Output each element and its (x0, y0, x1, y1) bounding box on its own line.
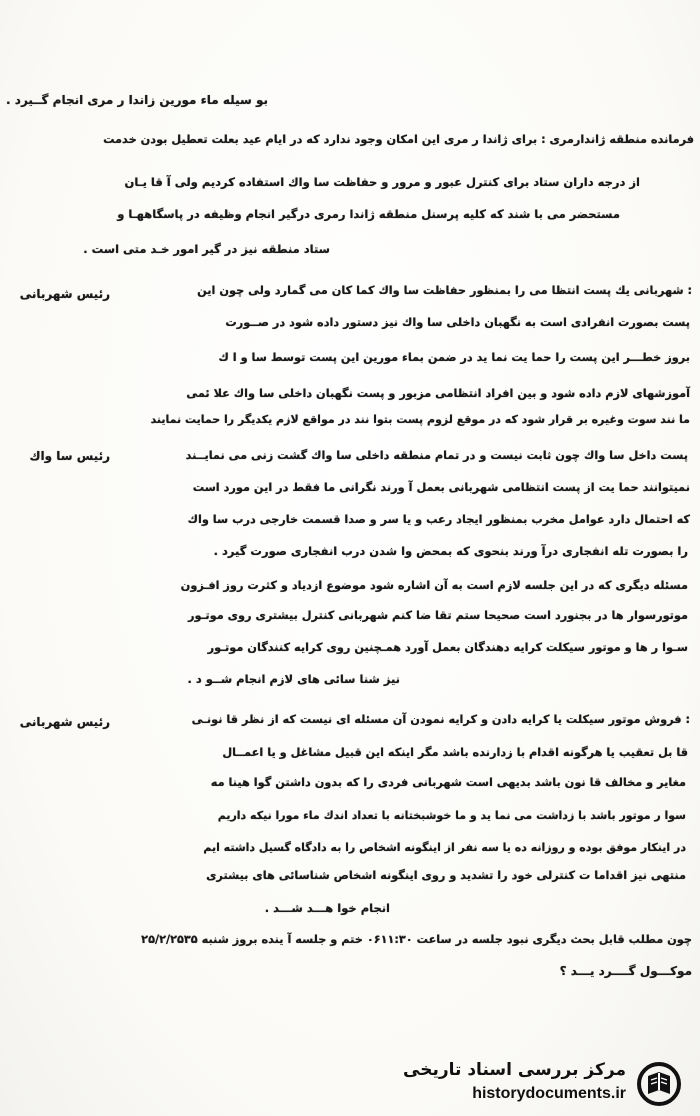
text-line: موتورسوار ها در بجنورد است صحیحا ستم تقا ضا کنم شهربانی کنترل بیشتری روی موتـور (187, 609, 688, 622)
text-line: مسئله دیگری که در این جلسه لازم است به آن اشاره شود موضوع ازدیاد و کثرت روز افـزون (180, 579, 688, 592)
text-line: بروز خطـــر این پست را حما یت نما ید در ضمن بماء مورین این پست توسط سا و ا ك (218, 351, 690, 364)
text-line: که احتمال دارد عوامل مخرب بمنظور ایجاد رعب و یا سر و صدا قسمت خارجی درب سا واك (187, 513, 690, 526)
text-line: نیز شنا سائی های لازم انجام شــو د . (187, 672, 400, 686)
text-line: پست بصورت انفرادی است به نگهبان داخلی سا واك نیز دستور داده شود در صــورت (225, 316, 690, 329)
text-line: : فروش موتور سیکلت یا کرایه دادن و کرایه نمودن آن مسئله ای نیست که از نظر قا نونـی (191, 713, 690, 726)
watermark (398, 1058, 688, 1108)
text-line: منتهی نیز اقداما ت کنترلی خود را تشدید و روی اینگونه اشخاص شناسائی های بیشتری (206, 869, 686, 882)
text-line: چون مطلب قابل بحث دیگری نبود جلسه در ساعت ۰۶۱۱:۳۰ ختم و جلسه آ ینده بروز شنبه ۲۵/۲/۲۵۳۵ (141, 933, 692, 946)
text-line: موکـــول گــــرد یـــد ؟ (559, 964, 692, 978)
text-line: آموزشهای لازم داده شود و بین افراد انتظامی مزبور و پست نگهبان داخلی سا واك علا ئمی (186, 387, 690, 400)
book-emblem-icon (636, 1062, 682, 1106)
text-line: : شهربانی یك پست انتظا می را بمنظور حفاظت سا واك کما کان می گمارد ولی چون این (197, 284, 692, 297)
text-line: نمیتوانند حما یت از پست انتظامی شهربانی بعمل آ ورند نگرانی ما فقط در این مورد است (192, 481, 690, 494)
text-line: پست داخل سا واك چون ثابت نیست و در تمام منطقه داخلی سا واك گشت زنی می نمایــند (185, 449, 688, 462)
text-line: انجام خوا هـــد شـــد . (264, 901, 390, 915)
watermark-url[interactable]: historydocuments.ir (472, 1085, 626, 1102)
text-line: ستاد منطقه نیز در گیر امور خـد متی است . (83, 242, 330, 256)
speaker-label-police-chief: رئیس شهربانی (19, 287, 110, 301)
text-line: ما نند سوت وغیره بر قرار شود که در موقع لزوم پست بتوا نند در مواقع لازم یکدیگر را حمایت نمایند (150, 413, 690, 426)
text-line: قا بل تعقیب یا هرگونه اقدام با زدارنده باشد مگر اینکه این قبیل مشاغل و یا اعمــال (222, 746, 688, 759)
text-line: بو سیله ماء مورین زاندا ر مری انجام گــیرد . (6, 93, 268, 107)
text-line: را بصورت تله انفجاری درآ ورند بنحوی که بمحض وا شدن درب انفجاری صورت گیرد . (213, 544, 688, 558)
text-line: سـوا ر ها و موتور سیکلت کرایه دهندگان بعمل آورد همـچنین روی کرایه کنندگان موتـور (207, 641, 688, 654)
text-line: مستحضر می با شند که کلیه پرسنل منطقه ژاندا رمری درگیر انجام وظیفه در پاسگاههـا و (117, 207, 620, 221)
watermark-title: مرکز بررسی اسناد تاریخی (403, 1060, 626, 1080)
text-line: مغایر و مخالف قا نون باشد بدیهی است شهربانی فردی را که بدون داشتن گوا هینا مه (210, 776, 686, 789)
text-line: فرمانده منطقه ژاندارمری : برای ژاندا ر مری این امکان وجود ندارد که در ایام عید بعلت تعطیل بودن خدمت (103, 133, 694, 146)
text-line: از درجه داران ستاد برای کنترل عبور و مرور و حفاظت سا واك استفاده کردیم ولی آ قا یـان (124, 175, 640, 189)
speaker-label-police-chief: رئیس شهربانی (19, 715, 110, 729)
text-line: سوا ر موتور باشد با زداشت می نما ید و ما خوشبختانه با تعداد اندك ماء مورا نیکه داریم (217, 809, 686, 822)
text-line: در اینکار موفق بوده و روزانه ده یا سه نفر از اینگونه اشخاص را به دادگاه گسیل داشته ایم (203, 841, 686, 854)
speaker-label-savak-chief: رئیس سا واك (29, 449, 110, 463)
